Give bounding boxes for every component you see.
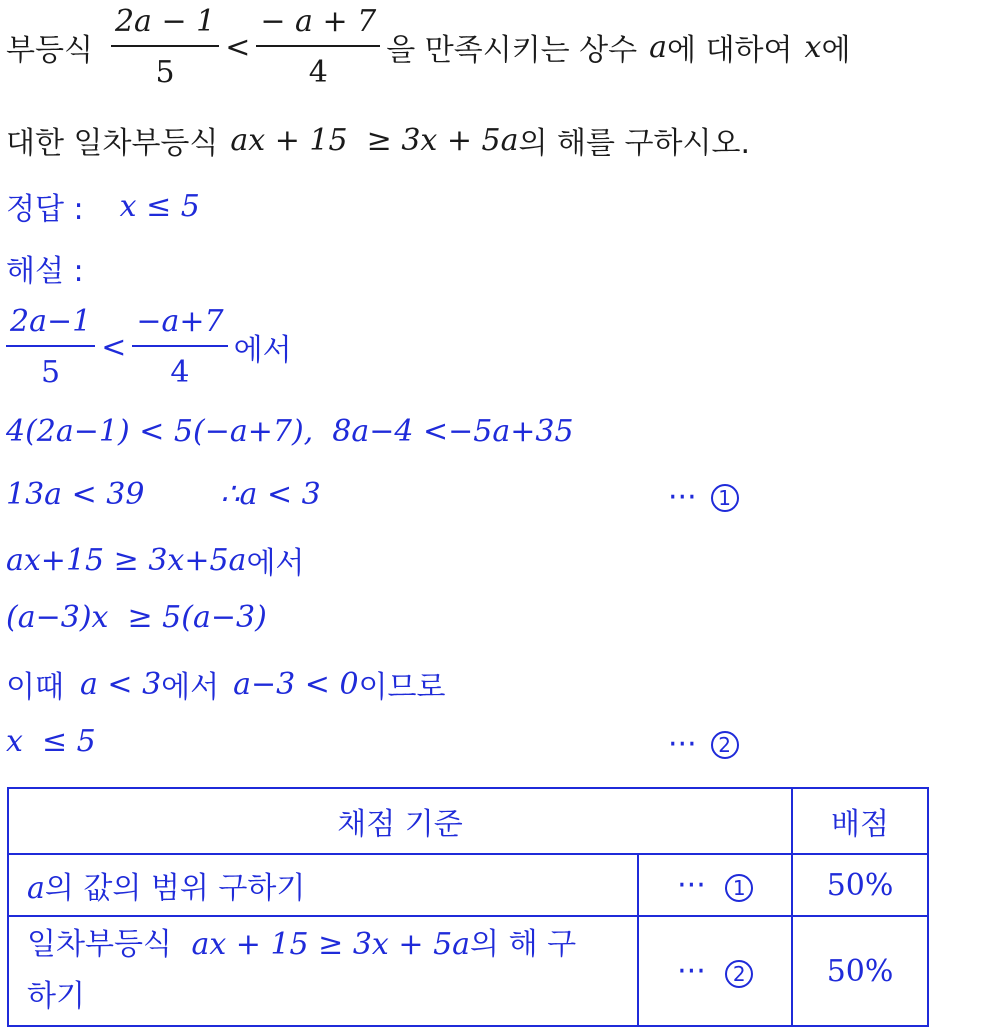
- step6-expr-2: a−3 < 0: [233, 666, 359, 702]
- grading-row-2-criteria: 일차부등식 ax + 15 ≥ 3x + 5a의 해 구 하기: [8, 916, 638, 1026]
- circled-number-1: 1: [725, 874, 753, 902]
- question-lt: <: [225, 29, 251, 65]
- step6-tail: 이므로: [358, 670, 446, 705]
- step6-lead: 이때: [6, 670, 64, 705]
- solution-step-7: x ≤ 5: [6, 724, 96, 759]
- answer-expr: x ≤ 5: [119, 188, 200, 224]
- grading-row-1-marker: ··· 1: [638, 854, 792, 916]
- grading-row-2: [8, 916, 928, 1026]
- grading-row-1-criteria: a의 값의 범위 구하기: [8, 854, 638, 916]
- grading-header-row: [8, 788, 928, 854]
- answer-label: 정답 :: [6, 192, 84, 227]
- question-line-1: [6, 4, 850, 90]
- step1-fraction-2: $\frac{-a+7}{4}$: [132, 304, 227, 390]
- step3-conclusion: ∴a < 3: [220, 477, 321, 512]
- circled-number-1: 1: [711, 484, 739, 512]
- grading-table: [7, 787, 929, 1027]
- grading-row-2-marker: ··· 2: [638, 916, 792, 1026]
- solution-step-3: [6, 477, 321, 512]
- grading-row-1-score: 50%: [792, 854, 928, 916]
- step1-tail: 에서: [233, 333, 292, 368]
- question-line-2: [6, 118, 750, 162]
- step7-marker: ··· 2: [668, 727, 739, 762]
- step6-expr-1: a < 3: [79, 666, 162, 702]
- step6-mid: 에서: [161, 670, 220, 705]
- step4-tail: 에서: [246, 546, 305, 581]
- step1-lt: <: [101, 329, 127, 365]
- question-tail-3: 에: [821, 33, 851, 68]
- grading-header-score: 배점: [792, 788, 928, 854]
- solution-label: 해설 :: [6, 254, 84, 289]
- question-line2-tail: 의 해를 구하시오.: [518, 126, 750, 161]
- question-fraction-1: $\frac{2a - 1}{5}$: [111, 4, 219, 90]
- step1-fraction-1: $\frac{2a-1}{5}$: [6, 304, 95, 390]
- solution-step-1: [6, 304, 292, 390]
- step3-marker: ··· 1: [668, 480, 739, 515]
- solution-step-6: [6, 662, 445, 706]
- step4-expr: ax+15 ≥ 3x+5a: [6, 542, 247, 578]
- circled-number-2: 2: [725, 960, 753, 988]
- question-line2-expr: ax + 15 ≥ 3x + 5a: [230, 122, 519, 158]
- solution-step-4: [6, 538, 304, 582]
- grading-header-criteria: 채점 기준: [8, 788, 792, 854]
- step3-inequality: 13a < 39: [6, 477, 145, 512]
- answer-line: [6, 184, 200, 228]
- question-var-a: a: [649, 29, 668, 65]
- question-tail-1: 을 만족시키는 상수: [386, 33, 638, 68]
- question-var-x: x: [804, 29, 822, 65]
- question-lead: 부등식: [6, 33, 93, 68]
- question-tail-2: 에 대하여: [667, 33, 793, 68]
- solution-step-5: (a−3)x ≥ 5(a−3): [6, 600, 267, 635]
- question-line2-lead: 대한 일차부등식: [6, 126, 219, 161]
- grading-row-1: [8, 854, 928, 916]
- grading-row-2-score: 50%: [792, 916, 928, 1026]
- solution-step-2: 4(2a−1) < 5(−a+7), 8a−4 <−5a+35: [6, 414, 574, 449]
- circled-number-2: 2: [711, 731, 739, 759]
- question-fraction-2: $\frac{- a + 7}{4}$: [256, 4, 380, 90]
